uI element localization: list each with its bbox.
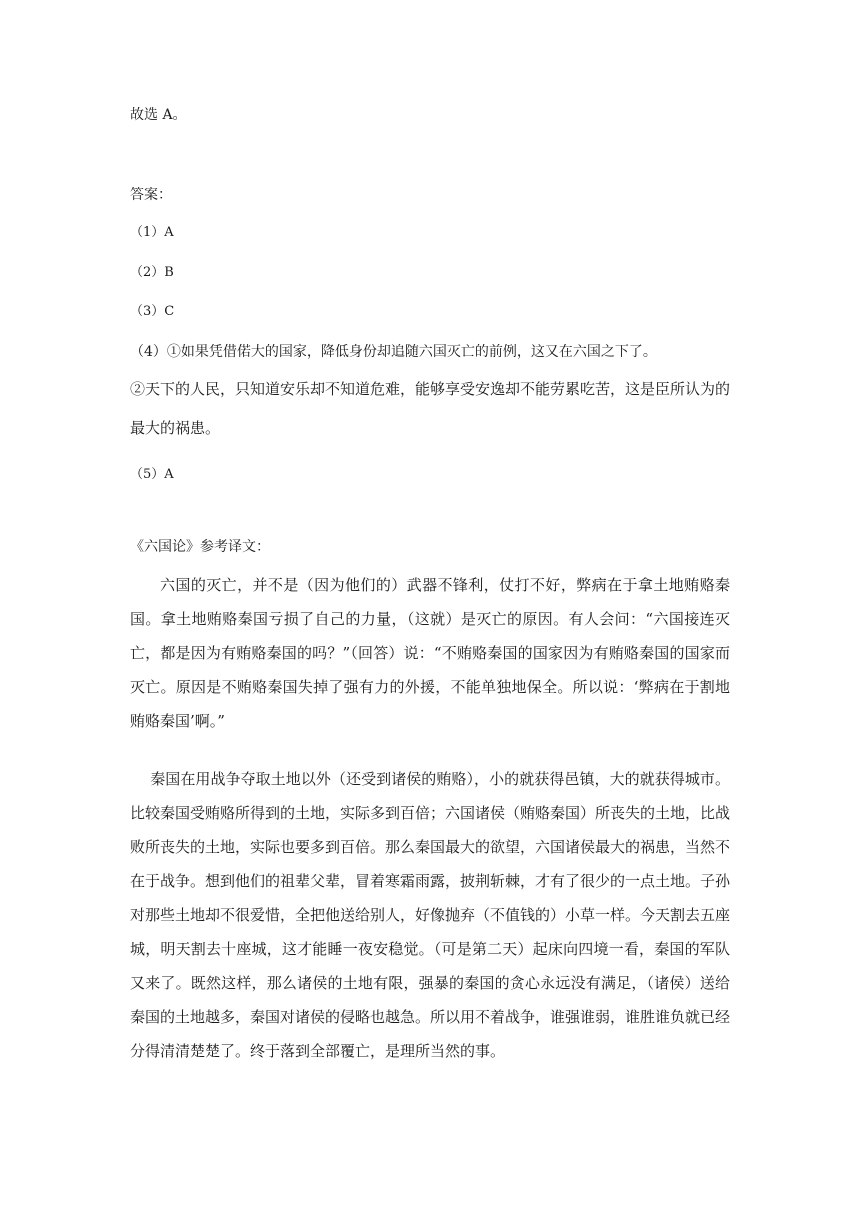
answer-heading: 答案： xyxy=(130,187,172,203)
answer-item-2: （2）B xyxy=(130,265,174,280)
answer-item-5: （5）A xyxy=(130,467,174,482)
answer-item-3: （3）C xyxy=(130,304,175,319)
translation-paragraph-2: 秦国在用战争夺取土地以外（还受到诸侯的贿赂），小的就获得邑镇，大的就获得城市。比较秦国受贿赂所得到的土地，实际多到百倍；六国诸侯（贿赂秦国）所丧失的土地，比战败所丧失的土地，实际也要多到百倍。那么秦国最大的欲望，六国诸侯最大的祸患，当然不在于战争。想到他们的祖辈父辈，冒着寒霜雨露，披荆斩棘，才有了很少的一点土地。子孙对那些土地却不很爱惜，全把他送给别人，好像抛弃（不值钱的）小草一样。今天割去五座城，明天割去十座城，这才能睡一夜安稳觉。（可是第二天）起床向四境一看，秦国的军队又来了。既然这样，那么诸侯的土地有限，强暴的秦国的贪心永远没有满足，（诸侯）送给秦国的土地越多，秦国对诸侯的侵略也越急。所以用不着战争，谁强谁弱，谁胜谁负就已经分得清清楚楚了。终于落到全部覆亡，是理所当然的事。 xyxy=(130,770,731,1060)
translation-title: 《六国论》参考译文： xyxy=(130,539,270,555)
answer-item-1: （1）A xyxy=(130,225,174,240)
conclusion-line: 故选 A。 xyxy=(130,107,187,123)
answer-item-4-part-1: （4）①如果凭借偌大的国家，降低身份却追随六国灭亡的前例，这又在六国之下了。 xyxy=(130,344,657,360)
answer-item-4-part-2: ②天下的人民，只知道安乐却不知道危难，能够享受安逸却不能劳累吃苦，这是臣所认为的最大的祸患。 xyxy=(130,380,731,437)
translation-paragraph-1: 六国的灭亡，并不是（因为他们的）武器不锋利，仗打不好，弊病在于拿土地贿赂秦国。拿土地贿赂秦国亏损了自己的力量，（这就）是灭亡的原因。有人会问：“六国接连灭亡，都是因为有贿赂秦国的吗？”（回答）说：“不贿赂秦国的国家因为有贿赂秦国的国家而灭亡。原因是不贿赂秦国失掉了强有力的外援，不能单独地保全。所以说：‘弊病在于割地贿赂秦国’啊。” xyxy=(130,576,730,730)
